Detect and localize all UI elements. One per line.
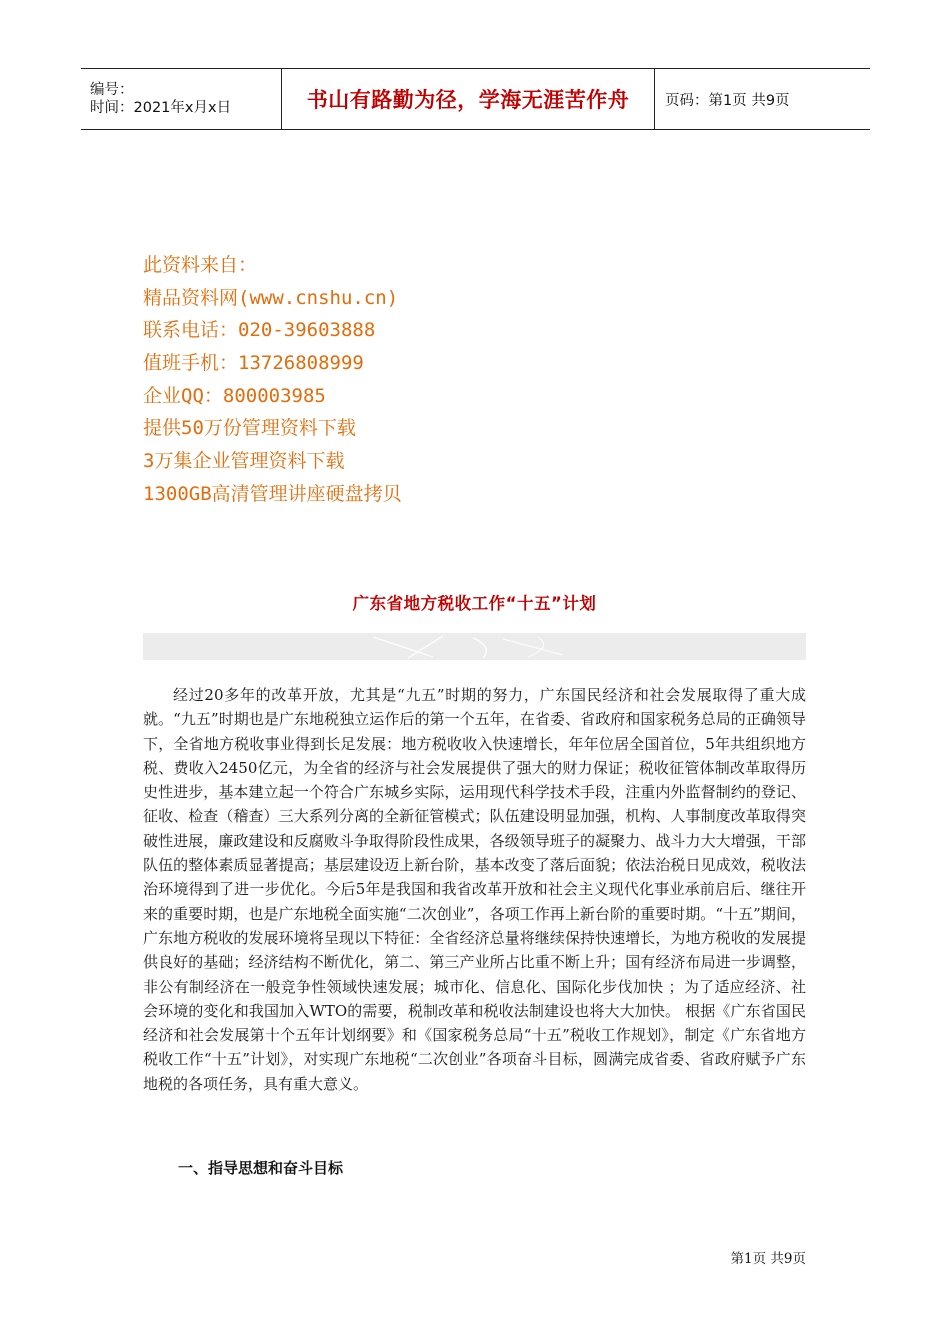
source-qq: 企业QQ：800003985 [143, 384, 326, 407]
source-line: 1300GB高清管理讲座硬盘拷贝 [143, 482, 402, 505]
header-meta [81, 69, 281, 129]
section-heading: 一、指导思想和奋斗目标 [178, 1159, 344, 1177]
source-website[interactable]: 精品资料网(www.cnshu.cn) [143, 286, 399, 309]
page-footer: 第1页 共9页 [730, 1251, 806, 1267]
source-line: 此资料来自： [143, 254, 258, 276]
document-time-label: 时间：2021年x月x日 [90, 100, 232, 116]
source-info-block [143, 249, 663, 511]
page-header [81, 68, 870, 130]
header-page-indicator: 页码：第1页 共9页 [665, 92, 790, 109]
document-paragraph: 经过20多年的改革开放，尤其是“九五”时期的努力，广东国民经济和社会发展取得了重大成就。“九五”时期也是广东地税独立运作后的第一个五年，在省委、省政府和国家税务总局的正确领导下，全省地方税收事业得到长足发展：地方税收收入快速增长，年年位居全国首位，5年共组织地方税、费收入2450亿元，为全省的经济与社会发展提供了强大的财力保证；税收征管体制改革取得历史性进步，基本建立起一个符合广东城乡实际，运用现代科学技术手段，注重内外监督制约的登记、征收、检查（稽查）三大系列分离的全新征管模式；队伍建设明显加强，机构、人事制度改革取得突破性进展，廉政建设和反腐败斗争取得阶段性成果，各级领导班子的凝聚力、战斗力大大增强，干部队伍的整体素质显著提高；基层建设迈上新台阶，基本改变了落后面貌；依法治税日见成效，税收法治环境得到了进一步优化。今后5年是我国和我省改革开放和社会主义现代化事业承前启后、继往开来的重要时期，也是广东地税全面实施“二次创业”，各项工作再上新台阶的重要时期。“十五”期间，广东地方税收的发展环境将呈现以下特征：全省经济总量将继续保持快速增长，为地方税收的发展提供良好的基础；经济结构不断优化，第二、第三产业所占比重不断上升；国有经济布局进一步调整，非公有制经济在一般竞争性领域快速发展；城市化、信息化、国际化步伐加快 ；为了适应经济、社会环境的变化和我国加入WTO的需要，税制改革和税收法制建设也将大大加快。 根据《广东省国民经济和社会发展第十个五年计划纲要》和《国家税务总局“十五”税收工作规划》，制定《广东省地方税收工作“十五”计划》，对实现广东地税“二次创业”各项奋斗目标，圆满完成省委、省政府赋予广东地税的各项任务，具有重大意义。 [143, 686, 806, 1093]
decorative-band [143, 633, 806, 660]
source-phone: 联系电话：020-39603888 [143, 319, 376, 342]
header-motto-cell [281, 69, 655, 129]
document-title: 广东省地方税收工作“十五”计划 [352, 594, 597, 613]
header-motto: 书山有路勤为径，学海无涯苦作舟 [306, 87, 630, 112]
document-number-label: 编号： [90, 82, 134, 98]
source-mobile: 值班手机：13726808999 [143, 352, 364, 375]
source-line: 提供50万份管理资料下载 [143, 417, 356, 440]
decorative-watermark-strokes [143, 633, 806, 660]
source-line: 3万集企业管理资料下载 [143, 450, 345, 473]
